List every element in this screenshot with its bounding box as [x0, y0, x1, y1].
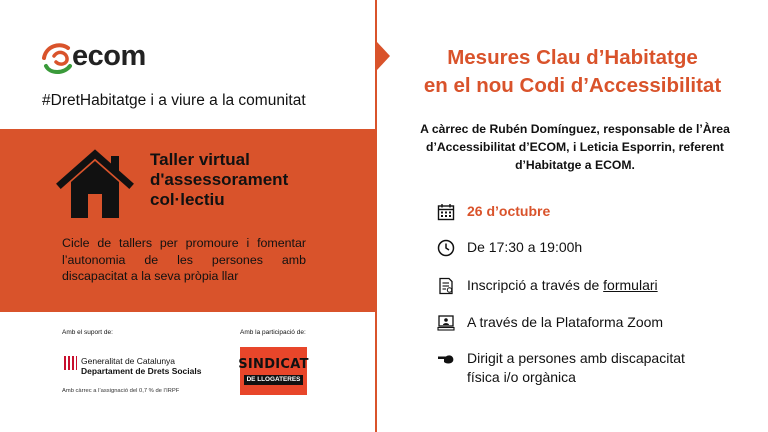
event-platform-row: [437, 313, 663, 332]
event-audience-row: [437, 349, 685, 387]
clock-icon: [437, 239, 455, 257]
participation-label: Amb la participació de:: [240, 329, 306, 336]
gencat-department: Departament de Drets Socials: [81, 366, 202, 376]
calendar-icon: [437, 203, 455, 221]
gencat-name: Generalitat de Catalunya: [81, 356, 176, 366]
event-date: 26 d’octubre: [467, 203, 551, 219]
support-label: Amb el suport de:: [62, 329, 113, 336]
sindicat-logo: [240, 347, 307, 395]
brand-name: ecom: [72, 40, 146, 72]
event-audience: Dirigit a persones amb discapacitat física i/o orgànica: [467, 350, 685, 385]
event-platform: A través de la Plataforma Zoom: [467, 314, 664, 330]
event-speakers: A càrrec de Rubén Domínguez, responsable de l’Àrea d’Accessibilitat d’ECOM, i Leticia Esporrin, referent d’Habitatge a ECOM.: [420, 122, 730, 172]
event-registration: Inscripció a través de formulari: [467, 277, 658, 293]
pointing-hand-icon: [437, 350, 455, 368]
computer-icon: [437, 314, 455, 332]
gencat-logo-icon: [63, 355, 77, 371]
event-time: De 17:30 a 19:00h: [467, 239, 583, 255]
sindicat-bottom-text: DE LLOGATERES: [244, 375, 304, 385]
event-registration-row: [437, 276, 658, 295]
irpf-note: Amb càrrec a l’assignació del 0,7 % de l’IRPF: [62, 388, 180, 394]
form-icon: [437, 277, 455, 295]
workshop-description: Cicle de tallers per promoure i fomentar l’autonomia de les persones amb discapacitat a la seva pròpia llar: [62, 236, 306, 283]
workshop-title: Taller virtual d'assessorament col·lectiu: [150, 150, 289, 209]
event-time-row: [437, 238, 582, 257]
house-icon: [55, 146, 135, 220]
arrow-marker: [377, 42, 390, 70]
hashtag: #DretHabitatge i a viure a la comunitat: [42, 92, 306, 109]
registration-form-link[interactable]: formulari: [603, 277, 658, 293]
sindicat-top-text: SINDICAT: [238, 356, 309, 372]
event-title: Mesures Clau d’Habitatge en el nou Codi d’Accessibilitat: [423, 46, 722, 97]
event-date-row: [437, 202, 550, 221]
